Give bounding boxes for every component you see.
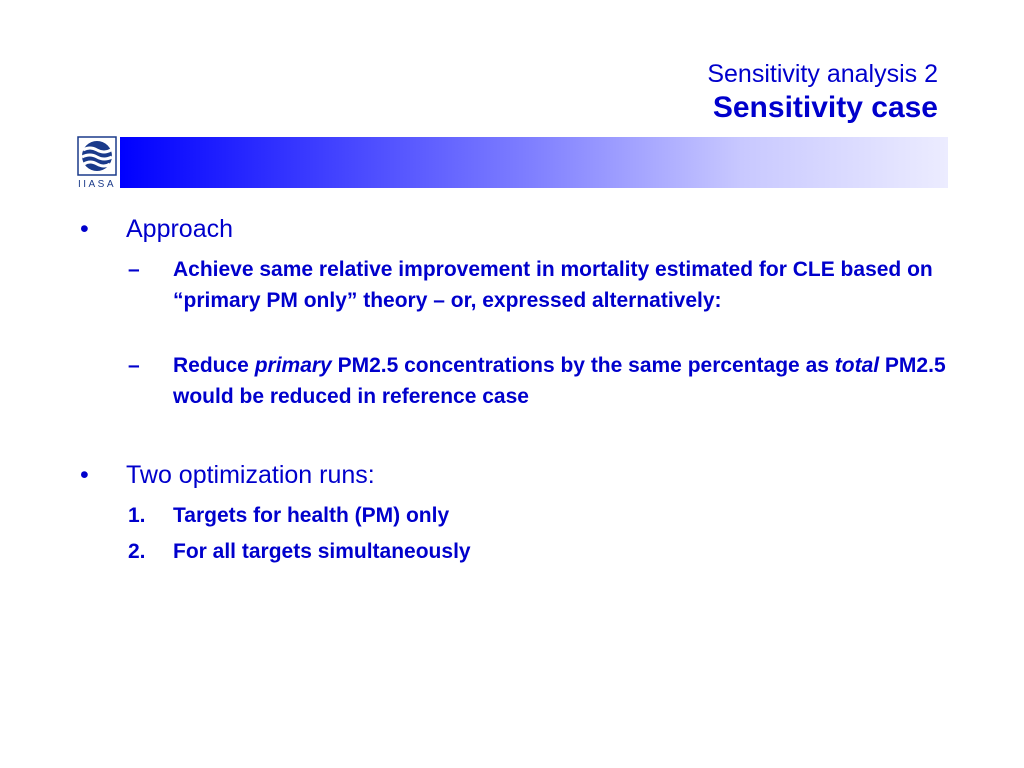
bullet-marker: • <box>80 215 89 243</box>
sub-bullet-text: Achieve same relative improvement in mortality estimated for CLE based on “primary PM only” theory – or, expressed alternatively: <box>173 258 933 312</box>
number-marker: 2. <box>128 540 146 563</box>
dash-marker: – <box>128 354 140 377</box>
bullet-text: Approach <box>126 215 234 243</box>
text-segment: PM2.5 concentrations by the same percentage as <box>331 354 835 377</box>
logo-text: IIASA <box>77 179 117 190</box>
slide-title-line2: Sensitivity case <box>712 91 938 124</box>
emphasis-total: total <box>834 354 880 377</box>
sub-bullet-text <box>173 350 948 412</box>
number-marker: 1. <box>128 504 146 527</box>
numbered-item-text: For all targets simultaneously <box>173 540 471 563</box>
slide-title <box>707 58 938 126</box>
emphasis-primary: primary <box>254 354 332 377</box>
bullet-marker: • <box>80 461 89 489</box>
text-segment: PM2.5 would be reduced in reference case <box>173 354 946 408</box>
dash-marker: – <box>128 258 140 281</box>
numbered-item-text: Targets for health (PM) only <box>173 504 450 527</box>
bullet-text: Two optimization runs: <box>126 461 375 489</box>
iiasa-logo-icon <box>74 136 120 190</box>
text-segment: Reduce <box>173 354 255 377</box>
header-gradient-banner <box>120 137 948 188</box>
slide-title-line1: Sensitivity analysis 2 <box>707 60 938 88</box>
